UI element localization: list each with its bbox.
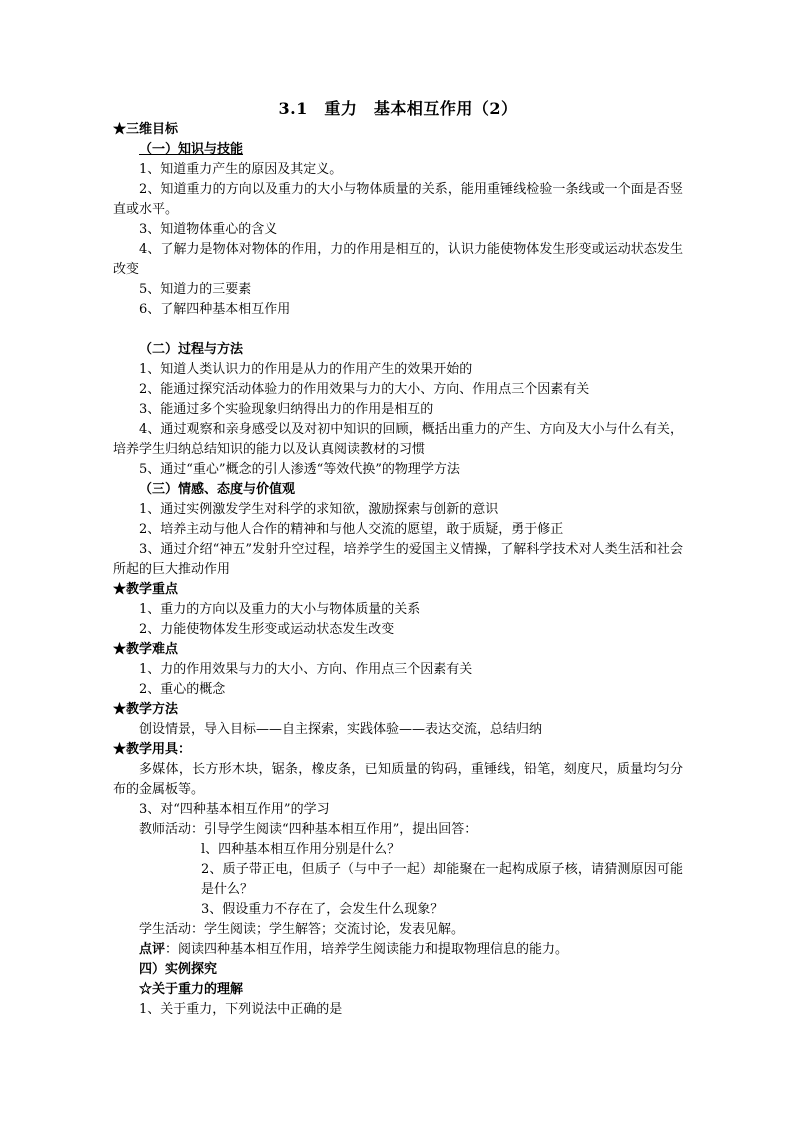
key-point-item: 2、力能使物体发生形变或运动状态发生改变 — [139, 622, 395, 637]
comment-paragraph — [113, 940, 683, 960]
process-item: 4、通过观察和亲身感受以及对初中知识的回顾，概括出重力的产生、方向及大小与什么有关，培养学生归纳总结知识的能力以及认真阅读教材的习惯 — [113, 422, 683, 457]
key-points-heading: ★教学重点 — [113, 582, 179, 597]
section4-subheading: ☆关于重力的理解 — [139, 982, 244, 997]
objectives-heading: ★三维目标 — [113, 122, 179, 137]
knowledge-heading — [113, 140, 683, 160]
tools-text: 多媒体，长方形木块，锯条，橡皮条，已知质量的钩码，重锤线，铅笔，刻度尺，质量均匀分布的金属板等。 — [113, 762, 683, 797]
section4-heading: 四）实例探究 — [139, 962, 218, 977]
knowledge-heading-text: （一）知识与技能 — [139, 142, 244, 157]
section3-heading: 3、对“四种基本相互作用”的学习 — [139, 802, 330, 817]
process-item: 2、能通过探究活动体验力的作用效果与力的大小、方向、作用点三个因素有关 — [139, 382, 590, 397]
emotion-heading: （三）情感、态度与价值观 — [139, 482, 296, 497]
key-point-item: 1、重力的方向以及重力的大小与物体质量的关系 — [139, 602, 421, 617]
emotion-item: 3、通过介绍“神五”发射升空过程，培养学生的爱国主义情操，了解科学技术对人类生活和社会所起的巨大推动作用 — [113, 542, 683, 577]
question-item: 2、质子带正电，但质子（与中子一起）却能聚在一起构成原子核，请猜测原因可能是什么？ — [201, 862, 683, 897]
process-item: 3、能通过多个实验现象归纳得出力的作用是相互的 — [139, 402, 434, 417]
process-heading: （二）过程与方法 — [139, 342, 244, 357]
knowledge-item: 4、了解力是物体对物体的作用，力的作用是相互的，认识力能使物体发生形变或运动状态发生改变 — [113, 242, 683, 277]
emotion-item: 1、通过实例激发学生对科学的求知欲，激励探索与创新的意识 — [139, 502, 499, 517]
method-text: 创设情景，导入目标——自主探索，实践体验——表达交流，总结归纳 — [139, 722, 543, 737]
knowledge-item: 2、知道重力的方向以及重力的大小与物体质量的关系，能用重锤线检验一条线或一个面是否竖直或水平。 — [113, 182, 683, 217]
knowledge-item: 3、知道物体重心的含义 — [139, 222, 278, 237]
spacer — [113, 320, 683, 340]
emotion-item: 2、培养主动与他人合作的精神和与他人交流的愿望，敢于质疑，勇于修正 — [139, 522, 564, 537]
teacher-activity: 教师活动：引导学生阅读“四种基本相互作用”，提出回答： — [139, 822, 478, 837]
student-activity: 学生活动：学生阅读；学生解答；交流讨论，发表见解。 — [139, 922, 465, 937]
comment-text: ：阅读四种基本相互作用，培养学生阅读能力和提取物理信息的能力。 — [165, 942, 569, 957]
tools-heading: ★教学用具： — [113, 742, 192, 757]
knowledge-item: 5、知道力的三要素 — [139, 282, 252, 297]
document-page — [113, 98, 683, 1020]
process-item: 1、知道人类认识力的作用是从力的作用产生的效果开始的 — [139, 362, 473, 377]
knowledge-item: 6、了解四种基本相互作用 — [139, 302, 291, 317]
question-item: 3、假设重力不存在了，会发生什么现象？ — [201, 902, 444, 917]
difficulty-item: 2、重心的概念 — [139, 682, 226, 697]
process-item: 5、通过“重心”概念的引人渗透“等效代换”的物理学方法 — [139, 462, 460, 477]
comment-label: 点评 — [139, 942, 166, 957]
method-heading: ★教学方法 — [113, 702, 179, 717]
page-title: 3.1 重力 基本相互作用（2） — [278, 99, 518, 118]
question-item: l、四种基本相互作用分别是什么？ — [201, 842, 401, 857]
difficulty-item: 1、力的作用效果与力的大小、方向、作用点三个因素有关 — [139, 662, 473, 677]
section4-question: 1、关于重力，下列说法中正确的是 — [139, 1002, 343, 1017]
knowledge-item: 1、知道重力产生的原因及其定义。 — [139, 162, 343, 177]
difficulties-heading: ★教学难点 — [113, 642, 179, 657]
